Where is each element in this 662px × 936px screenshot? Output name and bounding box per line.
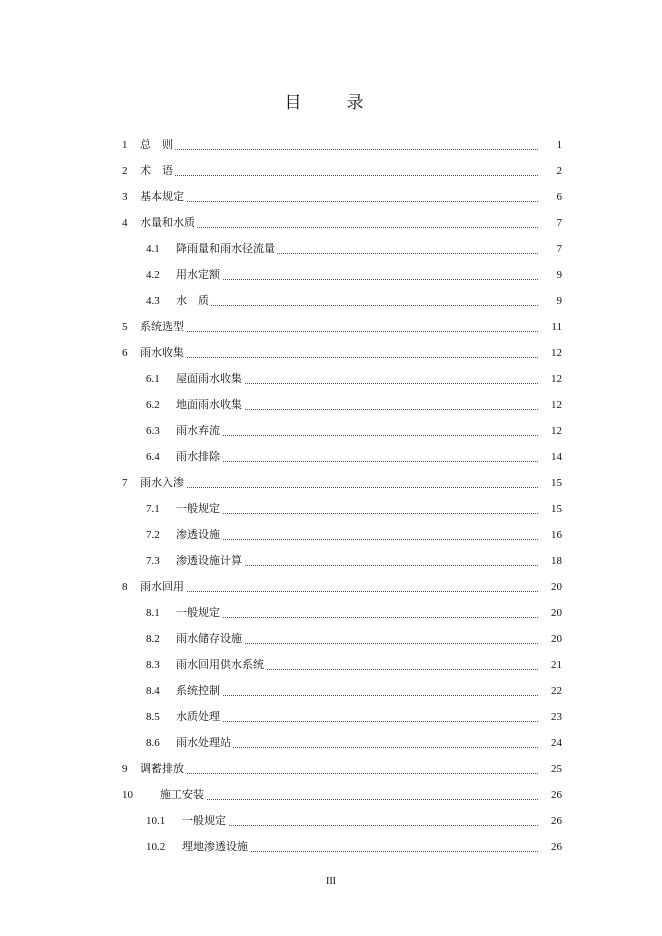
toc-entry-label: 施工安装 xyxy=(160,788,204,801)
toc-entry[interactable] xyxy=(0,267,662,283)
toc-entry-page: 9 xyxy=(538,267,562,283)
toc-entry-label: 一般规定 xyxy=(176,606,220,619)
toc-entry-page: 22 xyxy=(538,683,562,699)
toc-entry-label: 地面雨水收集 xyxy=(176,398,242,411)
toc-entry-number: 10.1 xyxy=(146,815,166,827)
toc-leader-dots xyxy=(176,263,562,280)
toc-leader-dots xyxy=(176,419,562,436)
toc-entry-label: 用水定额 xyxy=(176,268,220,281)
toc-leader-dots xyxy=(140,159,562,176)
toc-entry[interactable] xyxy=(0,345,662,361)
toc-leader-dots xyxy=(140,211,562,228)
toc-leader-dots xyxy=(182,809,562,826)
toc-entry-page: 6 xyxy=(538,189,562,205)
toc-entry-label: 总 则 xyxy=(140,138,173,151)
toc-entry-label: 雨水回用供水系统 xyxy=(176,658,264,671)
toc-leader-dots xyxy=(176,705,562,722)
toc-entry-number: 7.3 xyxy=(146,555,160,567)
toc-entry-page: 2 xyxy=(538,163,562,179)
toc-entry-label: 降雨量和雨水径流量 xyxy=(176,242,275,255)
toc-entry-page: 9 xyxy=(538,293,562,309)
toc-entry-page: 23 xyxy=(538,709,562,725)
toc-entry-page: 25 xyxy=(538,761,562,777)
toc-entry[interactable] xyxy=(0,605,662,621)
toc-leader-dots xyxy=(140,185,562,202)
toc-entry-number: 6.4 xyxy=(146,451,160,463)
toc-leader-dots xyxy=(140,341,562,358)
toc-leader-dots xyxy=(140,471,562,488)
toc-leader-dots xyxy=(176,445,562,462)
toc-entry[interactable] xyxy=(0,241,662,257)
toc-entry-page: 20 xyxy=(538,605,562,621)
toc-entry-label: 术 语 xyxy=(140,164,173,177)
toc-entry-label: 埋地渗透设施 xyxy=(182,840,248,853)
toc-entry-label: 雨水储存设施 xyxy=(176,632,242,645)
toc-entry-label: 水量和水质 xyxy=(140,216,195,229)
toc-entry-number: 2 xyxy=(122,165,128,177)
toc-entry-number: 8.3 xyxy=(146,659,160,671)
toc-entry-page: 26 xyxy=(538,813,562,829)
toc-entry-label: 雨水处理站 xyxy=(176,736,231,749)
toc-entry-number: 8.2 xyxy=(146,633,160,645)
toc-leader-dots xyxy=(160,783,562,800)
toc-entry-page: 1 xyxy=(538,137,562,153)
toc-entry[interactable] xyxy=(0,631,662,647)
toc-entry-number: 6.1 xyxy=(146,373,160,385)
toc-leader-dots xyxy=(140,575,562,592)
toc-entry[interactable] xyxy=(0,839,662,855)
toc-entry-label: 调蓄排放 xyxy=(140,762,184,775)
toc-entry-page: 16 xyxy=(538,527,562,543)
toc-entry-label: 基本规定 xyxy=(140,190,184,203)
toc-entry-number: 10 xyxy=(122,789,133,801)
toc-entry[interactable] xyxy=(0,501,662,517)
toc-entry-number: 7 xyxy=(122,477,128,489)
toc-leader-dots xyxy=(176,679,562,696)
toc-entry-number: 8.1 xyxy=(146,607,160,619)
toc-entry-page: 7 xyxy=(538,215,562,231)
toc-entry[interactable] xyxy=(0,137,662,153)
toc-entry-number: 4.2 xyxy=(146,269,160,281)
toc-entry-label: 雨水弃流 xyxy=(176,424,220,437)
toc-entry-page: 26 xyxy=(538,787,562,803)
toc-leader-dots xyxy=(140,315,562,332)
toc-entry[interactable] xyxy=(0,215,662,231)
toc-entry-number: 4.3 xyxy=(146,295,160,307)
toc-entry-label: 系统控制 xyxy=(176,684,220,697)
toc-entry-page: 21 xyxy=(538,657,562,673)
page-title: 目 录 xyxy=(284,93,378,113)
toc-leader-dots xyxy=(176,289,562,306)
toc-entry-label: 渗透设施 xyxy=(176,528,220,541)
toc-entry-page: 12 xyxy=(538,345,562,361)
toc-entry-number: 8 xyxy=(122,581,128,593)
toc-leader-dots xyxy=(140,133,562,150)
toc-entry[interactable] xyxy=(0,813,662,829)
toc-entry-label: 雨水排除 xyxy=(176,450,220,463)
toc-entry[interactable] xyxy=(0,319,662,335)
toc-entry-page: 12 xyxy=(538,423,562,439)
toc-entry[interactable] xyxy=(0,397,662,413)
toc-entry-number: 5 xyxy=(122,321,128,333)
toc-entry[interactable] xyxy=(0,657,662,673)
toc-entry-number: 8.5 xyxy=(146,711,160,723)
toc-entry-page: 11 xyxy=(538,319,562,335)
toc-entry[interactable] xyxy=(0,683,662,699)
toc-entry-page: 7 xyxy=(538,241,562,257)
toc-entry-label: 雨水回用 xyxy=(140,580,184,593)
toc-entry-label: 系统选型 xyxy=(140,320,184,333)
toc-leader-dots xyxy=(176,523,562,540)
toc-entry-label: 雨水入渗 xyxy=(140,476,184,489)
toc-entry[interactable] xyxy=(0,527,662,543)
toc-entry[interactable] xyxy=(0,553,662,569)
toc-entry-label: 雨水收集 xyxy=(140,346,184,359)
toc-entry[interactable] xyxy=(0,423,662,439)
toc-entry-page: 15 xyxy=(538,475,562,491)
toc-entry-number: 1 xyxy=(122,139,128,151)
toc-leader-dots xyxy=(176,497,562,514)
toc-leader-dots xyxy=(176,601,562,618)
toc-entry-number: 8.4 xyxy=(146,685,160,697)
toc-entry-label: 渗透设施计算 xyxy=(176,554,242,567)
toc-entry-page: 26 xyxy=(538,839,562,855)
toc-entry-number: 7.2 xyxy=(146,529,160,541)
toc-entry-number: 10.2 xyxy=(146,841,166,853)
toc-entry-page: 20 xyxy=(538,631,562,647)
toc-entry-label: 屋面雨水收集 xyxy=(176,372,242,385)
toc-entry-page: 12 xyxy=(538,371,562,387)
toc-entry[interactable] xyxy=(0,709,662,725)
toc-entry-page: 18 xyxy=(538,553,562,569)
toc-entry-page: 12 xyxy=(538,397,562,413)
toc-entry-number: 6 xyxy=(122,347,128,359)
toc-entry-page: 24 xyxy=(538,735,562,751)
page-number-footer: III xyxy=(326,876,336,887)
toc-entry[interactable] xyxy=(0,579,662,595)
toc-entry-label: 一般规定 xyxy=(182,814,226,827)
toc-entry-page: 20 xyxy=(538,579,562,595)
toc-entry[interactable] xyxy=(0,735,662,751)
toc-entry-label: 一般规定 xyxy=(176,502,220,515)
toc-entry-number: 6.3 xyxy=(146,425,160,437)
toc-entry[interactable] xyxy=(0,189,662,205)
toc-entry-label: 水 质 xyxy=(176,294,209,307)
toc-leader-dots xyxy=(176,731,562,748)
toc-entry[interactable] xyxy=(0,163,662,179)
toc-entry[interactable] xyxy=(0,475,662,491)
toc-entry-number: 4.1 xyxy=(146,243,160,255)
toc-entry[interactable] xyxy=(0,449,662,465)
toc-entry[interactable] xyxy=(0,761,662,777)
toc-entry-number: 9 xyxy=(122,763,128,775)
toc-entry-label: 水质处理 xyxy=(176,710,220,723)
toc-leader-dots xyxy=(140,757,562,774)
toc-entry-number: 7.1 xyxy=(146,503,160,515)
toc-entry-number: 8.6 xyxy=(146,737,160,749)
toc-entry-page: 14 xyxy=(538,449,562,465)
toc-entry-number: 6.2 xyxy=(146,399,160,411)
toc-entry-number: 3 xyxy=(122,191,128,203)
toc-entry-number: 4 xyxy=(122,217,128,229)
toc-entry-page: 15 xyxy=(538,501,562,517)
toc-entry[interactable] xyxy=(0,371,662,387)
toc-entry[interactable] xyxy=(0,787,662,803)
toc-entry[interactable] xyxy=(0,293,662,309)
